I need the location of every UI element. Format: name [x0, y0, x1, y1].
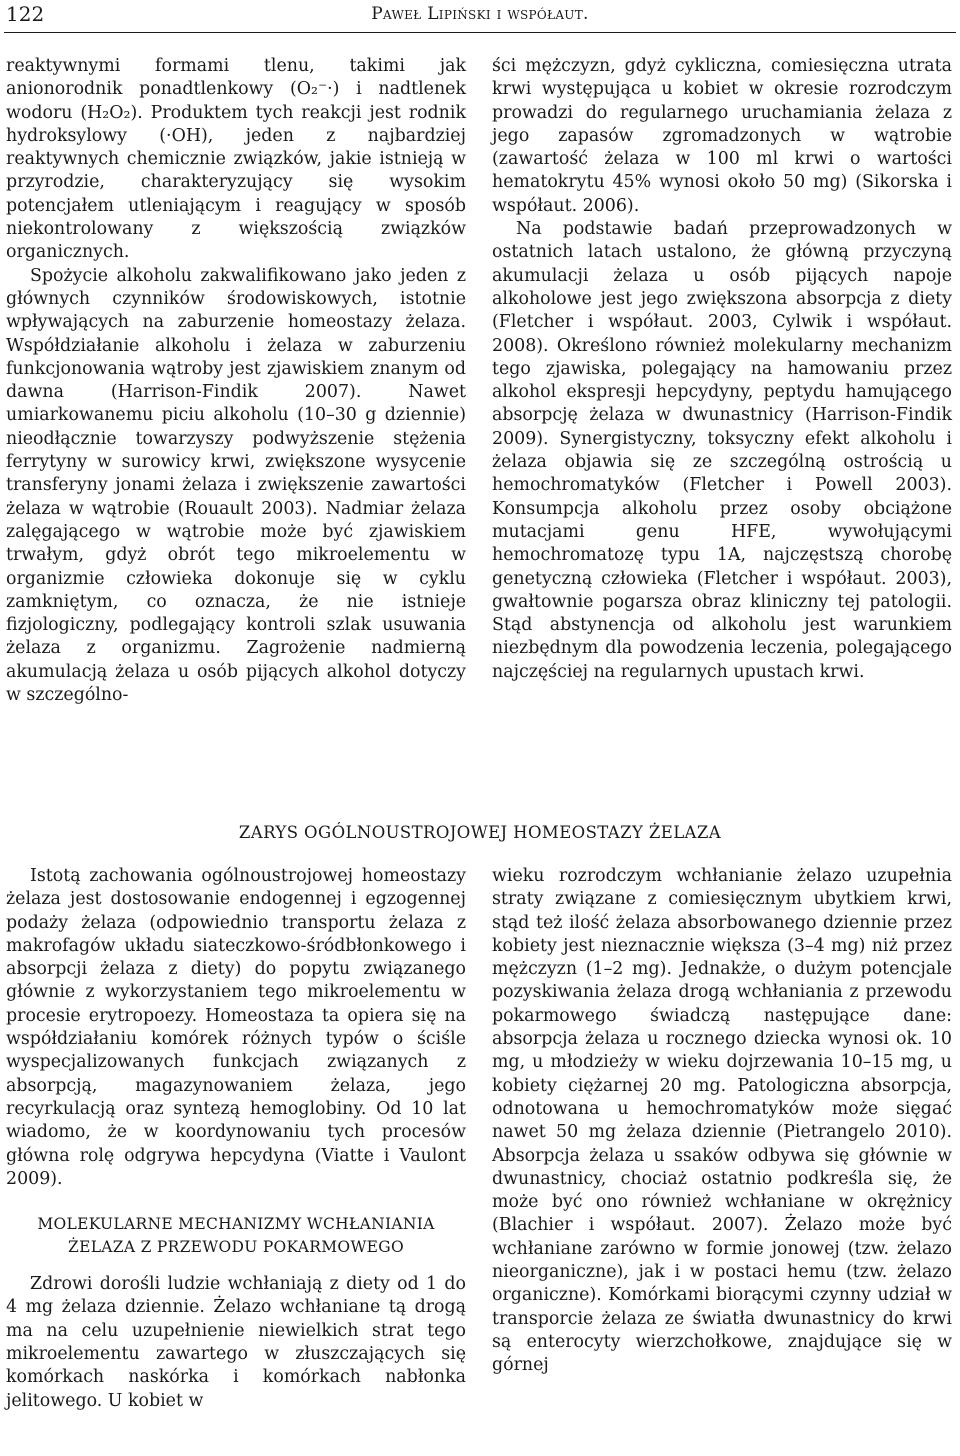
top-left-column	[6, 55, 466, 707]
bottom-right-column	[492, 865, 952, 1378]
top-right-column	[492, 55, 952, 684]
subsection-title-line: ŻELAZA Z PRZEWODU POKARMOWEGO	[68, 1238, 404, 1257]
paragraph: Na podstawie badań przeprowadzonych w ostatnich latach ustalono, że główną przyczyną akumulacji żelaza u osób pijących napoje alkoholowe jest jego zwiększona absorpcja z diety (Fletcher i współaut. 2003, Cylwik i współaut. 2008). Określono również molekularny mechanizm tego zjawiska, polegający na hamowaniu przez alkohol ekspresji hepcydyny, peptydu hamującego absorpcję żelaza w dwunastnicy (Harrison-Findik 2009). Synergistyczny, toksyczny efekt alkoholu i żelaza objawia się ze szczególną ostrością u hemochromatyków (Fletcher i Powell 2003). Konsumpcja alkoholu przez osoby obciążone mutacjami genu HFE, wywołującymi hemochromatozę typu 1A, najczęstszą chorobę genetyczną człowieka (Fletcher i współaut. 2003), gwałtownie pogarsza obraz kliniczny tej patologii. Stąd abstynencja od alkoholu jest warunkiem niezbędnym dla powodzenia leczenia, polegającego najczęściej na regularnych upustach krwi.	[492, 219, 952, 682]
section-title: ZARYS OGÓLNOUSTROJOWEJ HOMEOSTAZY ŻELAZA	[238, 823, 722, 842]
paragraph: Spożycie alkoholu zakwalifikowano jako jeden z głównych czynników środowiskowych, istotnie wpływających na zaburzenie homeostazy żelaza. Współdziałanie alkoholu i żelaza w zaburzeniu funkcjonowania wątroby jest zjawiskiem znanym od dawna (Harrison-Findik 2007). Nawet umiarkowanemu piciu alkoholu (10–30 g dziennie) nieodłącznie towarzyszy podwyższenie stężenia ferrytyny w surowicy krwi, zwiększone wysycenie transferyny jonami żelaza i zwiększenie zawartości żelaza w wątrobie (Rouault 2003). Nadmiar żelaza zalęgającego w wątrobie może być zjawiskiem trwałym, gdyż obrót tego mikroelementu w organizmie człowieka dokonuje się w cyklu zamkniętym, co oznacza, że nie istnieje fizjologiczny, podlegający kontroli szlak usuwania żelaza z organizmu. Zagrożenie nadmierną akumulacją żelaza u osób pijących alkohol dotyczy w szczególno-	[6, 265, 466, 706]
header-rule	[4, 32, 956, 33]
bottom-left-column	[6, 865, 466, 1413]
subsection-title	[6, 1213, 466, 1259]
paragraph: Zdrowi dorośli ludzie wchłaniają z diety od 1 do 4 mg żelaza dziennie. Żelazo wchłaniane tą drogą ma na celu uzupełnienie niewielkich strat tego mikroelementu zawartego w złuszczających się komórkach naskórka i komórkach nabłonka jelitowego. U kobiet w	[6, 1274, 466, 1411]
paragraph: wieku rozrodczym wchłanianie żelazo uzupełnia straty związane z comiesięcznym ubytkiem krwi, stąd też ilość żelaza absorbowanego dziennie przez kobiety jest nieznacznie większa (3–4 mg) niż przez mężczyzn (1–2 mg). Jednakże, o dużym potencjale pozyskiwania żelaza drogą wchłaniania z przewodu pokarmowego świadczą następujące dane: absorpcja żelaza u rocznego dziecka wynosi ok. 10 mg, u młodzieży w wieku dojrzewania 10–15 mg, u kobiety ciężarnej 20 mg. Patologiczna absorpcja, odnotowana u hemochromatyków może sięgać nawet 50 mg żelaza dziennie (Pietrangelo 2010). Absorpcja żelaza u ssaków odbywa się głównie w dwunastnicy, chociaż ostatnio podkreśla się, że może być ono również wchłaniane w okrężnicy (Blachier i współaut. 2007). Żelazo może być wchłaniane zarówno w formie jonowej (tzw. żelazo nieorganiczne), jak i w postaci hemu (tzw. żelazo organiczne). Komórkami biorącymi czynny udział w transporcie żelaza ze światła dwunastnicy do krwi są enterocyty wierzchołkowe, znajdujące się w górnej	[492, 866, 952, 1376]
page-number: 122	[6, 2, 45, 26]
paragraph: Istotą zachowania ogólnoustrojowej homeostazy żelaza jest dostosowanie endogennej i egzogennej podaży żelaza (odpowiednio transportu żelaza z makrofagów układu siateczkowo-śródbłonkowego i absorpcji żelaza z diety) do popytu związanego głównie z wykorzystaniem tego mikroelementu w procesie erytropoezy. Homeostaza ta opiera się na współdziałaniu komórek różnych typów o ściśle wyspecjalizowanych funkcjach związanych z absorpcją, magazynowaniem żelaza, jego recyrkulacją oraz syntezą hemoglobiny. Od 10 lat wiadomo, że w koordynowaniu tych procesów główna rolę odgrywa hepcydyna (Viatte i Vaulont 2009).	[6, 866, 466, 1189]
running-head: Paweł Lipiński i współaut.	[371, 4, 589, 24]
paragraph: ści mężczyzn, gdyż cykliczna, comiesięczna utrata krwi występująca u kobiet w okresie rozrodczym prowadzi do regularnego uruchamiania żelaza z jego zapasów zgromadzonych w wątrobie (zawartość żelaza w 100 ml krwi o wartości hematokrytu 45% wynosi około 50 mg) (Sikorska i współaut. 2006).	[492, 56, 952, 216]
subsection-title-line: MOLEKULARNE MECHANIZMY WCHŁANIANIA	[37, 1215, 435, 1234]
paragraph: reaktywnymi formami tlenu, takimi jak anionorodnik ponadtlenkowy (O₂⁻·) i nadtlenek wodoru (H₂O₂). Produktem tych reakcji jest rodnik hydroksylowy (·OH), jeden z najbardziej reaktywnych chemicznie związków, jakie istnieją w przyrodzie, charakteryzujący się wysokim potencjałem utleniającym i reagujący w sposób niekontrolowany z większością związków organicznych.	[6, 56, 466, 263]
